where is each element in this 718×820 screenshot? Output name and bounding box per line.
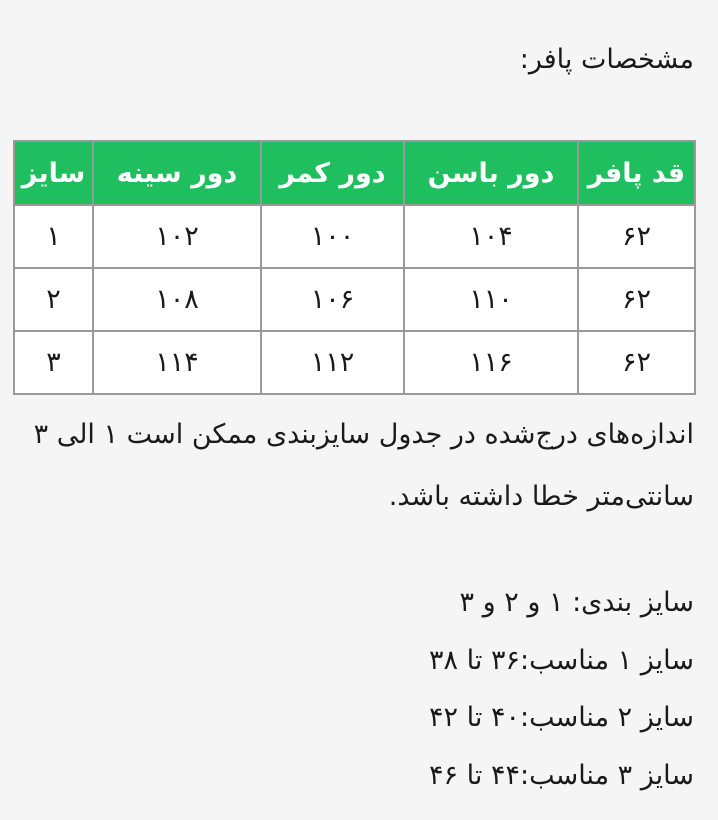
table-header-row: [14, 141, 695, 205]
table-cell: ۱: [14, 205, 93, 268]
table-cell: ۱۱۴: [93, 331, 261, 394]
table-cell: ۱۰۴: [404, 205, 578, 268]
table-row: [14, 268, 695, 331]
size-list-item: سایز ۳ مناسب:۴۴ تا ۴۶: [429, 759, 694, 791]
table-cell: ۶۲: [578, 205, 695, 268]
table-row: [14, 331, 695, 394]
header-hip: دور باسن: [404, 141, 578, 205]
table-cell: ۱۰۲: [93, 205, 261, 268]
table-cell: ۶۲: [578, 331, 695, 394]
page-title: مشخصات پافر:: [519, 44, 694, 75]
table-cell: ۱۱۲: [261, 331, 404, 394]
table-cell: ۲: [14, 268, 93, 331]
header-size: سایز: [14, 141, 93, 205]
table-cell: ۱۱۶: [404, 331, 578, 394]
size-table: [13, 140, 696, 395]
size-accuracy-note: اندازه‌های درج‌شده در جدول سایزبندی ممکن است ۱ الی ۳ سانتی‌متر خطا داشته باشد.: [33, 419, 694, 512]
table-cell: ۱۱۰: [404, 268, 578, 331]
table-row: [14, 205, 695, 268]
size-list-item: سایز بندی: ۱ و ۲ و ۳: [459, 587, 694, 618]
table-cell: ۱۰۶: [261, 268, 404, 331]
table-cell: ۳: [14, 331, 93, 394]
size-list-item: سایز ۱ مناسب:۳۶ تا ۳۸: [429, 644, 694, 676]
table-cell: ۱۰۰: [261, 205, 404, 268]
table-cell: ۶۲: [578, 268, 695, 331]
size-list: [429, 574, 694, 804]
table-cell: ۱۰۸: [93, 268, 261, 331]
header-chest: دور سینه: [93, 141, 261, 205]
size-list-item: سایز ۲ مناسب:۴۰ تا ۴۲: [429, 702, 694, 733]
header-waist: دور کمر: [261, 141, 404, 205]
header-puffer-length: قد پافر: [578, 141, 695, 205]
